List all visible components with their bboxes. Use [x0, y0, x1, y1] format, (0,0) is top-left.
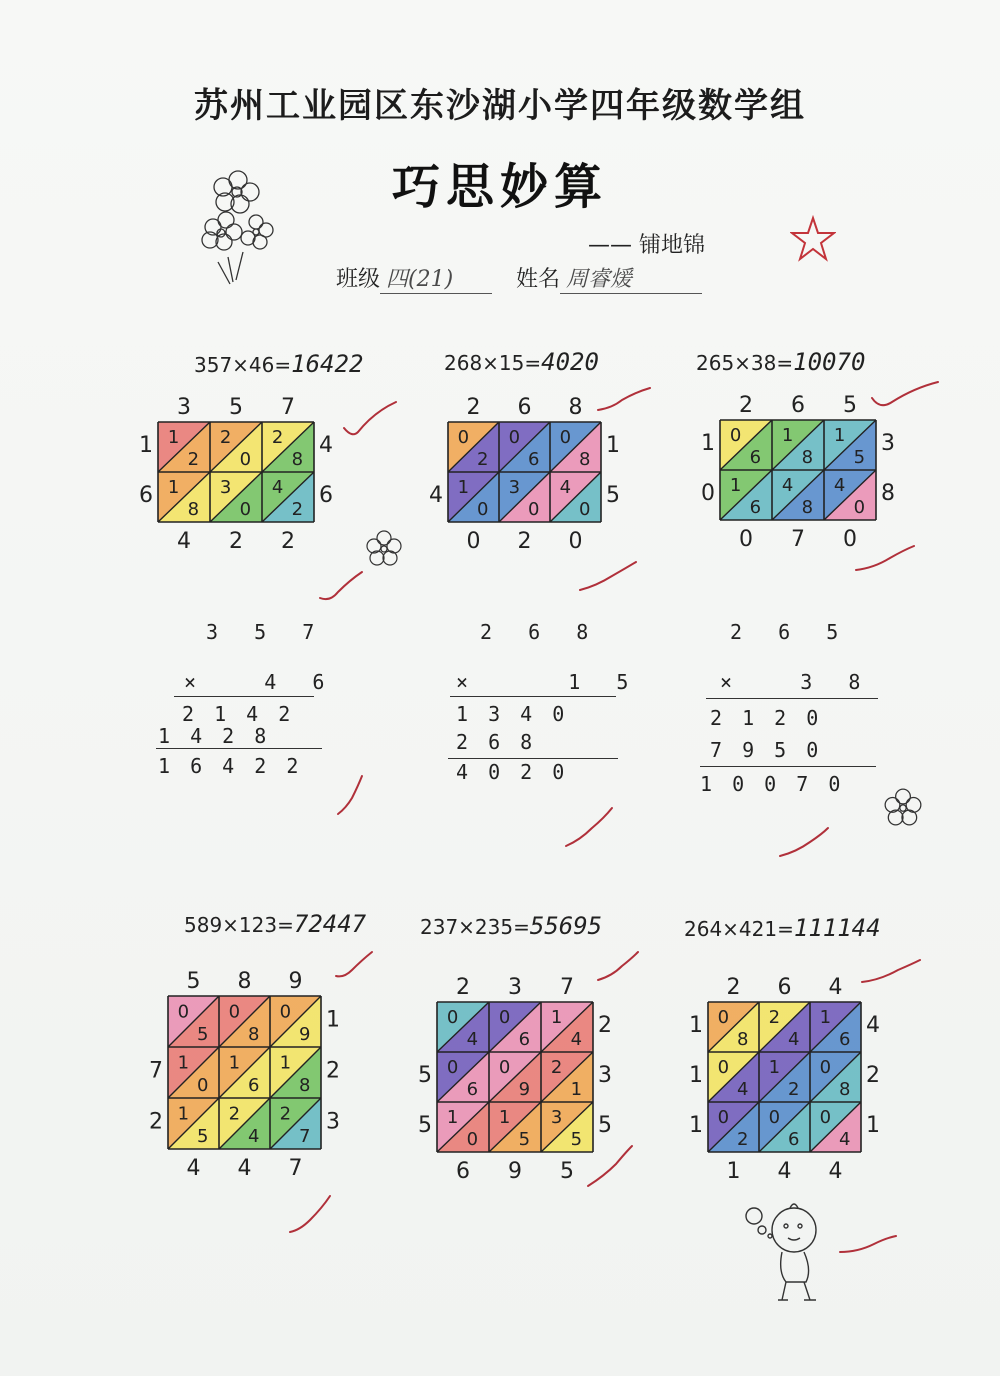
cell-ones-digit: 6 [838, 1029, 851, 1050]
result-digit-left: 1 [689, 1113, 703, 1138]
multiplicand-digit: 2 [726, 975, 741, 1000]
multiplicand-digit: 2 [739, 393, 753, 418]
result-digit-left: 7 [149, 1058, 163, 1084]
cell-ones-digit: 4 [570, 1029, 583, 1050]
cell-ones-digit: 8 [298, 1074, 311, 1096]
equation-6: 264×421=111144 [684, 914, 881, 942]
cell-ones-digit: 0 [527, 499, 540, 520]
partial-product-1: 2 1 2 0 [710, 706, 823, 730]
multiplicand-digit: 5 [229, 395, 243, 420]
multiplier-digit: 2 [598, 1013, 612, 1038]
result-digit-bottom: 4 [828, 1159, 843, 1184]
cell-ones-digit: 5 [518, 1129, 531, 1150]
multiplicand-digit: 9 [288, 969, 303, 994]
cell-tens-digit: 0 [446, 1007, 459, 1028]
result-digit-left: 2 [149, 1109, 163, 1135]
multiplicand-digit: 6 [517, 395, 532, 420]
multiplier-digit: 6 [319, 483, 333, 508]
cell-ones-digit: 6 [749, 497, 762, 518]
cell-tens-digit: 4 [271, 477, 284, 498]
multiplicand: 3 5 7 [206, 620, 319, 644]
equation-2: 268×15=4020 [444, 348, 599, 376]
cell-tens-digit: 2 [219, 427, 232, 448]
result-digit-bottom: 4 [186, 1156, 201, 1181]
multiplier-digit: 1 [326, 1007, 340, 1033]
cell-tens-digit: 2 [228, 1103, 241, 1125]
check-mark-icon [344, 402, 396, 434]
cell-tens-digit: 0 [559, 427, 572, 448]
cell-tens-digit: 1 [729, 475, 742, 496]
cell-tens-digit: 1 [177, 1103, 190, 1125]
check-mark-icon [566, 808, 612, 846]
cell-ones-digit: 6 [749, 447, 762, 468]
cell-ones-digit: 0 [578, 499, 591, 520]
check-mark-icon [598, 952, 638, 980]
multiplier: × 1 5 [456, 670, 633, 694]
multiplicand-digit: 8 [237, 969, 252, 994]
multiplier-digit: 1 [606, 433, 620, 458]
cell-tens-digit: 1 [457, 477, 470, 498]
partial-product-1: 1 3 4 0 [456, 702, 569, 726]
cell-ones-digit: 4 [736, 1079, 749, 1100]
cell-tens-digit: 0 [498, 1057, 511, 1078]
cell-ones-digit: 2 [187, 449, 200, 470]
result-digit-bottom: 0 [466, 529, 481, 554]
partial-product-2: 2 6 8 [456, 730, 537, 754]
cell-tens-digit: 1 [819, 1007, 832, 1028]
cell-ones-digit: 8 [736, 1029, 749, 1050]
cell-tens-digit: 0 [508, 427, 521, 448]
cell-tens-digit: 0 [729, 425, 742, 446]
cell-tens-digit: 1 [446, 1107, 459, 1128]
cell-ones-digit: 6 [247, 1074, 260, 1096]
check-mark-icon [856, 546, 914, 570]
result-digit-left: 1 [689, 1063, 703, 1088]
check-mark-icon [290, 1196, 330, 1232]
result-digit-left: 5 [418, 1063, 432, 1088]
check-mark-icon [862, 960, 920, 982]
result-digit-left: 1 [701, 431, 715, 456]
cell-tens-digit: 1 [228, 1052, 241, 1074]
result-digit-left: 1 [689, 1013, 703, 1038]
multiplicand-digit: 4 [828, 975, 843, 1000]
check-mark-icon [580, 562, 636, 590]
cell-tens-digit: 3 [219, 477, 232, 498]
cell-ones-digit: 6 [518, 1029, 531, 1050]
result-digit-bottom: 0 [568, 529, 583, 554]
multiplicand-digit: 2 [466, 395, 481, 420]
worksheet-title: 巧思妙算 [391, 159, 608, 215]
cell-ones-digit: 7 [298, 1125, 311, 1147]
result-digit-bottom: 9 [508, 1159, 522, 1184]
cell-tens-digit: 4 [833, 475, 846, 496]
multiplicand-digit: 6 [777, 975, 792, 1000]
cell-ones-digit: 8 [187, 499, 200, 520]
multiplicand-digit: 6 [791, 393, 805, 418]
multiplier-digit: 4 [319, 433, 333, 458]
cell-tens-digit: 1 [167, 427, 180, 448]
cell-ones-digit: 1 [570, 1079, 583, 1100]
cell-ones-digit: 5 [853, 447, 866, 468]
result-digit-bottom: 2 [517, 529, 532, 554]
cell-tens-digit: 2 [279, 1103, 292, 1125]
cell-tens-digit: 0 [717, 1007, 730, 1028]
cell-tens-digit: 1 [550, 1007, 563, 1028]
cell-ones-digit: 0 [239, 449, 252, 470]
cell-ones-digit: 4 [787, 1029, 800, 1050]
check-mark-icon [780, 828, 828, 856]
multiplier-digit: 5 [598, 1113, 612, 1138]
cell-tens-digit: 0 [279, 1001, 292, 1023]
result-digit-left: 6 [139, 483, 153, 508]
check-mark-icon [338, 776, 362, 814]
cell-tens-digit: 0 [819, 1107, 832, 1128]
cell-ones-digit: 0 [466, 1129, 479, 1150]
cell-tens-digit: 0 [446, 1057, 459, 1078]
cell-tens-digit: 3 [508, 477, 521, 498]
cell-tens-digit: 4 [559, 477, 572, 498]
partial-product-1: 2 1 4 2 [182, 702, 295, 726]
product-result: 4 0 2 0 [456, 760, 569, 784]
result-digit-bottom: 0 [739, 527, 753, 552]
partial-product-2: 1 4 2 8 [158, 724, 271, 748]
cell-ones-digit: 0 [239, 499, 252, 520]
cell-ones-digit: 8 [291, 449, 304, 470]
cell-ones-digit: 8 [838, 1079, 851, 1100]
cell-ones-digit: 4 [466, 1029, 479, 1050]
cell-ones-digit: 9 [518, 1079, 531, 1100]
class-value: 四(21) [380, 262, 492, 294]
check-mark-icon [840, 1236, 896, 1252]
result-digit-bottom: 0 [843, 527, 857, 552]
cell-ones-digit: 8 [247, 1023, 260, 1045]
result-digit-left: 1 [139, 433, 153, 458]
product-result: 1 6 4 2 2 [158, 754, 303, 778]
cell-ones-digit: 6 [466, 1079, 479, 1100]
cell-ones-digit: 0 [476, 499, 489, 520]
cell-tens-digit: 0 [177, 1001, 190, 1023]
cell-ones-digit: 4 [838, 1129, 851, 1150]
partial-product-2: 7 9 5 0 [710, 738, 823, 762]
result-digit-bottom: 1 [726, 1159, 741, 1184]
multiplicand-digit: 2 [456, 975, 470, 1000]
cell-ones-digit: 5 [196, 1125, 209, 1147]
multiplicand-digit: 5 [186, 969, 201, 994]
multiplier-digit: 2 [326, 1058, 340, 1084]
multiplier: × 4 6 [184, 670, 329, 694]
cell-tens-digit: 1 [781, 425, 794, 446]
result-digit-bottom: 2 [229, 529, 243, 554]
worksheet-subtitle: —— 铺地锦 [588, 233, 705, 258]
multiplier-digit: 5 [606, 483, 620, 508]
equation-5: 237×235=55695 [420, 912, 603, 940]
cell-ones-digit: 0 [196, 1074, 209, 1096]
cell-ones-digit: 2 [476, 449, 489, 470]
cell-tens-digit: 1 [833, 425, 846, 446]
cell-tens-digit: 1 [177, 1052, 190, 1074]
multiplier-digit: 3 [881, 431, 895, 456]
cell-ones-digit: 6 [527, 449, 540, 470]
result-digit-bottom: 7 [288, 1156, 303, 1181]
result-digit-bottom: 5 [560, 1159, 574, 1184]
result-digit-bottom: 4 [177, 529, 191, 554]
cell-ones-digit: 2 [291, 499, 304, 520]
cell-tens-digit: 2 [550, 1057, 563, 1078]
cell-ones-digit: 5 [196, 1023, 209, 1045]
result-digit-bottom: 4 [237, 1156, 252, 1181]
multiplicand-digit: 7 [281, 395, 295, 420]
cell-tens-digit: 0 [768, 1107, 781, 1128]
result-digit-bottom: 6 [456, 1159, 470, 1184]
result-digit-left: 0 [701, 481, 715, 506]
result-digit-left: 4 [429, 483, 443, 508]
cell-tens-digit: 0 [228, 1001, 241, 1023]
cell-ones-digit: 0 [853, 497, 866, 518]
equation-3: 265×38=10070 [696, 348, 866, 376]
check-mark-icon [320, 572, 362, 599]
equation-4: 589×123=72447 [184, 910, 367, 938]
school-header: 苏州工业园区东沙湖小学四年级数学组 [194, 86, 806, 126]
result-digit-bottom: 4 [777, 1159, 792, 1184]
multiplier: × 3 8 [720, 670, 865, 694]
cell-ones-digit: 5 [570, 1129, 583, 1150]
cell-tens-digit: 1 [279, 1052, 292, 1074]
cell-tens-digit: 2 [271, 427, 284, 448]
multiplicand-digit: 7 [560, 975, 574, 1000]
result-digit-left: 5 [418, 1113, 432, 1138]
class-label: 班级 [336, 267, 381, 292]
cell-ones-digit: 8 [801, 447, 814, 468]
name-value: 周睿煖 [560, 262, 702, 294]
check-mark-icon [336, 952, 372, 976]
multiplicand: 2 6 8 [480, 620, 593, 644]
cell-ones-digit: 2 [736, 1129, 749, 1150]
cell-ones-digit: 8 [578, 449, 591, 470]
cell-tens-digit: 0 [717, 1057, 730, 1078]
product-result: 1 0 0 7 0 [700, 772, 845, 796]
multiplier-digit: 3 [326, 1109, 340, 1135]
equation-1: 357×46=16422 [194, 350, 364, 378]
cell-tens-digit: 2 [768, 1007, 781, 1028]
multiplicand-digit: 3 [508, 975, 522, 1000]
multiplier-digit: 4 [866, 1013, 880, 1038]
result-digit-bottom: 2 [281, 529, 295, 554]
cell-ones-digit: 9 [298, 1023, 311, 1045]
cell-ones-digit: 2 [787, 1079, 800, 1100]
multiplier-digit: 3 [598, 1063, 612, 1088]
cell-tens-digit: 0 [819, 1057, 832, 1078]
cell-tens-digit: 3 [550, 1107, 563, 1128]
cell-tens-digit: 0 [498, 1007, 511, 1028]
check-mark-icon [588, 1146, 632, 1186]
multiplier-digit: 8 [881, 481, 895, 506]
multiplicand-digit: 8 [568, 395, 583, 420]
multiplicand-digit: 3 [177, 395, 191, 420]
cell-tens-digit: 0 [717, 1107, 730, 1128]
cell-tens-digit: 1 [768, 1057, 781, 1078]
name-label: 姓名 [516, 267, 561, 292]
check-mark-icon [872, 382, 938, 405]
multiplier-digit: 1 [866, 1113, 880, 1138]
cell-ones-digit: 6 [787, 1129, 800, 1150]
result-digit-bottom: 7 [791, 527, 805, 552]
check-mark-icon [598, 388, 650, 410]
cell-ones-digit: 8 [801, 497, 814, 518]
cell-tens-digit: 0 [457, 427, 470, 448]
cell-tens-digit: 4 [781, 475, 794, 496]
cell-ones-digit: 4 [247, 1125, 260, 1147]
cell-tens-digit: 1 [498, 1107, 511, 1128]
multiplier-digit: 2 [866, 1063, 880, 1088]
cell-tens-digit: 1 [167, 477, 180, 498]
multiplicand-digit: 5 [843, 393, 857, 418]
multiplicand: 2 6 5 [730, 620, 843, 644]
